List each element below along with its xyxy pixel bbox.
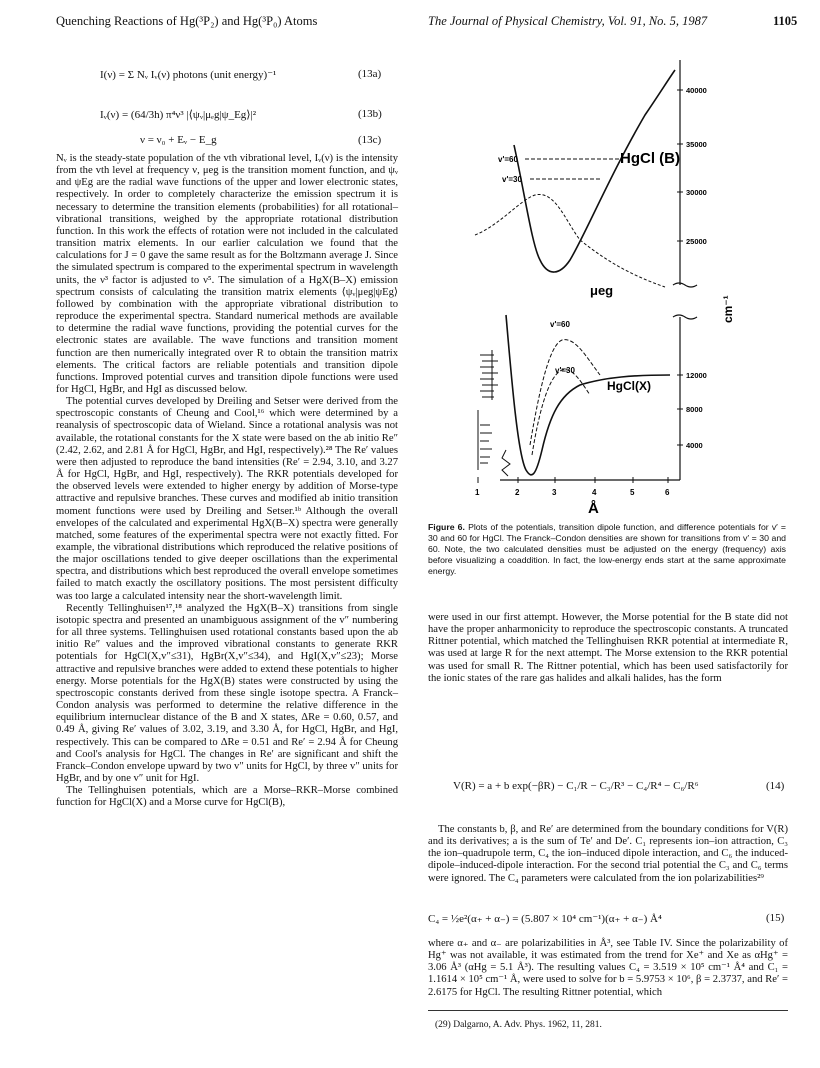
label-mu-eg: μeg [590, 283, 614, 298]
equation-13b: Iᵥ(ν) = (64/3h) π⁴ν³ |⟨ψᵥ|μₑg|ψ_Eg⟩|² [100, 109, 257, 121]
y-tick-label: 12000 [686, 371, 707, 380]
caption-label: Figure 6. [428, 522, 465, 532]
paragraph: The constants b, β, and Re′ are determined from the boundary conditions for V(R) and its derivatives; a is the sum of Te′ and De′. C₁ represents ion–ion attraction, C₃ the ion–quadrupole term, C₄ the ion–induced dipole interaction, and C₆ the induced-dipole–induced-dipole interaction. For the second trial potential the C₃ and C₆ terms were ignored. The C₄ parameters were calculated from the ion polarizabilities²⁹ [428, 824, 788, 884]
paragraph: were used in our first attempt. However, the Morse potential for the B state did not have the proper anharmonicity to reproduce the spectroscopic constants. A truncated Rittner potential, which matched the Tellinghuisen RKR potential at intermediate R, was used at large R for the next attempt. The Morse extension to the RKR potential was used for small R. The Rittner potential, which has been used satisfactorily for the ionic states of the rare gas halides and alkali halides, has the form [428, 612, 788, 684]
franck-condon-bars [478, 350, 498, 470]
equation-13a: I(ν) = Σ Nᵥ Iᵥ(ν) photons (unit energy)⁻¹ [100, 69, 277, 81]
right-column-mid [428, 824, 788, 885]
difference-potential-v60 [530, 340, 600, 445]
hgcl-x-potential-curve [506, 315, 670, 475]
label-hgcl-b: HgCl (B) [620, 150, 680, 167]
paragraph: Nᵥ is the steady-state population of the vth vibrational level, Iᵥ(ν) is the intensity from the vth level at frequency ν, μeg is the transition moment function, and ψᵥ and ψEg are the radial wave functions of the upper and lower electronic states, respectively. In order to completely characterize the emission spectrum it is necessary to determine the transition elements (probabilities) for all rotational–vibrational transitions, weighed by the appropriate rotational distribution function. In this work the effects of rotation were not included in the calculated transition matrix elements. In our earlier calculation we found that the calculations for J = 0 gave the same result as for the Boltzmann average J. Since the simulated spectrum is compared to the experimental spectrum in wavelength units, the ν³ factor is adjusted to ν⁵. The simulation of a HgX(B–X) emission spectrum consists of calculating the transition matrix elements ⟨ψᵥ|μeg|ψEg⟩ followed by combination with the appropriate vibrational distribution to reproduce the experimental spectra. Standard numerical methods are available to determine the radial wave functions, providing the potential curves for the electronic states are available. The wave functions and transition moment function are then numerically integrated over R to obtain the transition matrix elements. The critical factors are reliable potentials and transition dipole functions. Improved potential curves and transition dipole functions were used for HgCl, HgBr, and HgI as discussed below. [56, 153, 398, 395]
equation-14-number: (14) [766, 780, 785, 792]
hgcl-b-potential-curve [514, 70, 675, 272]
left-column [56, 153, 398, 809]
paragraph: Recently Tellinghuisen¹⁷,¹⁸ analyzed the HgX(B–X) transitions from single isotopic spectra and presented an unambiguous assignment of the v″ numbering for all three systems. Tellinghuisen used rotational constants based upon the ab initio Re″ values and the improved vibrational constants to generate RKR potentials for HgCl(X,v″≤31), HgBr(X,v″≤34), and HgI(X,v″≤23); Morse attractive and repulsive branches were added to extend these potentials to higher energy. Morse potentials for the HgX(B) states were constructed by using the spectroscopic constants derived from these single isotope spectra. A Franck–Condon analysis was performed to determine the relative difference in the equilibrium internuclear distance of the B and X states, ΔRe = 0.60, 0.57, and 0.49 Å, giving Re′ values of 3.02, 3.19, and 3.30 Å, for HgCl, HgBr, and HgI, respectively. This can be compared to ΔRe = 0.51 and Re′ = 2.94 Å for Cheung and Cool's analysis for HgCl. The changes in Re′ are significant and shift the Franck–Condon envelope upward by two v″ units for HgCl, by three v″ units for HgBr, and by one v″ unit for HgI. [56, 602, 398, 784]
y-tick-label: 4000 [686, 441, 703, 450]
equation-13c: ν = ν₀ + Eᵥ − E_g [140, 134, 217, 146]
label-v60-top: v'=60 [498, 155, 518, 164]
y-axis-unit: cm⁻¹ [721, 295, 735, 323]
figure-6-plot [470, 55, 770, 515]
journal-citation: The Journal of Physical Chemistry, Vol. 91, No. 5, 1987 [428, 14, 708, 28]
y-tick-label: 40000 [686, 86, 707, 95]
y-tick-label: 8000 [686, 405, 703, 414]
x-tick-label: 1 [475, 488, 480, 497]
footnote-rule [428, 1010, 788, 1011]
right-column-bottom [428, 938, 788, 999]
paragraph: where α₊ and α₋ are polarizabilities in Å³, see Table IV. Since the polarizability of Hg⁺ was not available, it was estimated from the trend for Xe⁺ and Xe as αHg⁺ = 3.06 Å³ (αHg = 5.1 Å³). The resulting values C₄ = 3.519 × 10⁵ cm⁻¹ Å⁴ and C₁ = 1.1614 × 10⁵ cm⁻¹ Å, were used to solve for b = 5.9753 × 10⁶, β = 2.3737, and Re′ = 2.6175 for HgCl. The resulting Rittner potential, which [428, 938, 788, 998]
equation-15: C₄ = ½e²(α₊ + α₋) = (5.807 × 10⁴ cm⁻¹)(α₊ + α₋) Å⁴ [428, 913, 662, 925]
x-tick-label: 4 [592, 488, 597, 497]
equation-14: V(R) = a + b exp(−βR) − C₁/R − C₃/R³ − C₄/R⁴ − C₆/R⁶ [453, 780, 699, 792]
x-axis-label: Å [588, 500, 599, 515]
equation-13b-number: (13b) [358, 108, 382, 120]
footnote-29: (29) Dalgarno, A. Adv. Phys. 1962, 11, 281. [435, 1020, 602, 1030]
label-v60-mid: v'=60 [550, 320, 570, 329]
y-tick-label: 25000 [686, 237, 707, 246]
equation-13c-number: (13c) [358, 134, 382, 146]
figure-caption [428, 522, 786, 577]
running-title: Quenching Reactions of Hg(³P₂) and Hg(³P₀) Atoms [56, 14, 318, 28]
x-tick-label: 6 [665, 488, 670, 497]
transition-dipole-curve [475, 194, 665, 287]
x-tick-label: 2 [515, 488, 520, 497]
right-column-top [428, 612, 788, 685]
x-tick-label: 5 [630, 488, 635, 497]
page-number: 1105 [773, 14, 798, 28]
equation-15-number: (15) [766, 912, 785, 924]
equation-13a-number: (13a) [358, 68, 382, 80]
x-tick-label: 3 [552, 488, 557, 497]
paragraph: The Tellinghuisen potentials, which are a Morse–RKR–Morse combined function for HgCl(X) and a Morse curve for HgCl(B), [56, 785, 398, 809]
zigzag-marker [502, 450, 510, 476]
difference-potential-v30 [532, 370, 590, 455]
y-tick-label: 35000 [686, 140, 707, 149]
label-hgcl-x: HgCl(X) [607, 379, 651, 393]
paragraph: The potential curves developed by Dreiling and Setser were derived from the spectroscopic constants of Cheung and Cool,¹⁶ which were determined by a reanalysis of spectroscopic data of Wieland. Since a rotational analysis was not available, the rotational constants for the X state were based on the ab initio Re″ (2.42, 2.62, and 2.81 Å for HgCl, HgBr, and HgI, respectively).²⁸ The Re′ values were then adjusted to reproduce the band intensities (Re′ = 2.94, 3.10, and 3.27 Å for HgCl, HgBr, and HgI, respectively). The RKR potentials developed for the observed levels were extended to higher energy by addition of Morse-type attractive and repulsive branches. These curves and modified ab initio transition moment functions were used by Dreiling and Setser.¹ᵇ Although the overall envelopes of the calculated and experimental HgX(B–X) spectra were generally matched, some features of the experimental spectra were not exactly fitted. For example, the vibrational distributions which reproduced the relative positions of the major oscillations tended to give deeper oscillations than the experimental spectra, and distributions which best reproduced the overall envelope sometimes failed to match exactly the oscillatory positions. The most persistent difficulty was too large a calculated intensity near the short-wavelength limit. [56, 396, 398, 602]
y-tick-label: 30000 [686, 188, 707, 197]
axis-break-icon [673, 283, 697, 287]
label-v30-top: v'=30 [502, 175, 522, 184]
caption-text: Plots of the potentials, transition dipole function, and difference potentials for v′ = 30 and 60 for HgCl. The Franck–Condon densities are shown for transitions from v′ = 30 and 60. Note, the two calculated densities must be adjusted on the energy (frequency) axis before visualizing a coaddition. In fact, the low-energy ends start at the same approximate energy. [428, 522, 786, 576]
label-v30-mid: v'=30 [555, 366, 575, 375]
